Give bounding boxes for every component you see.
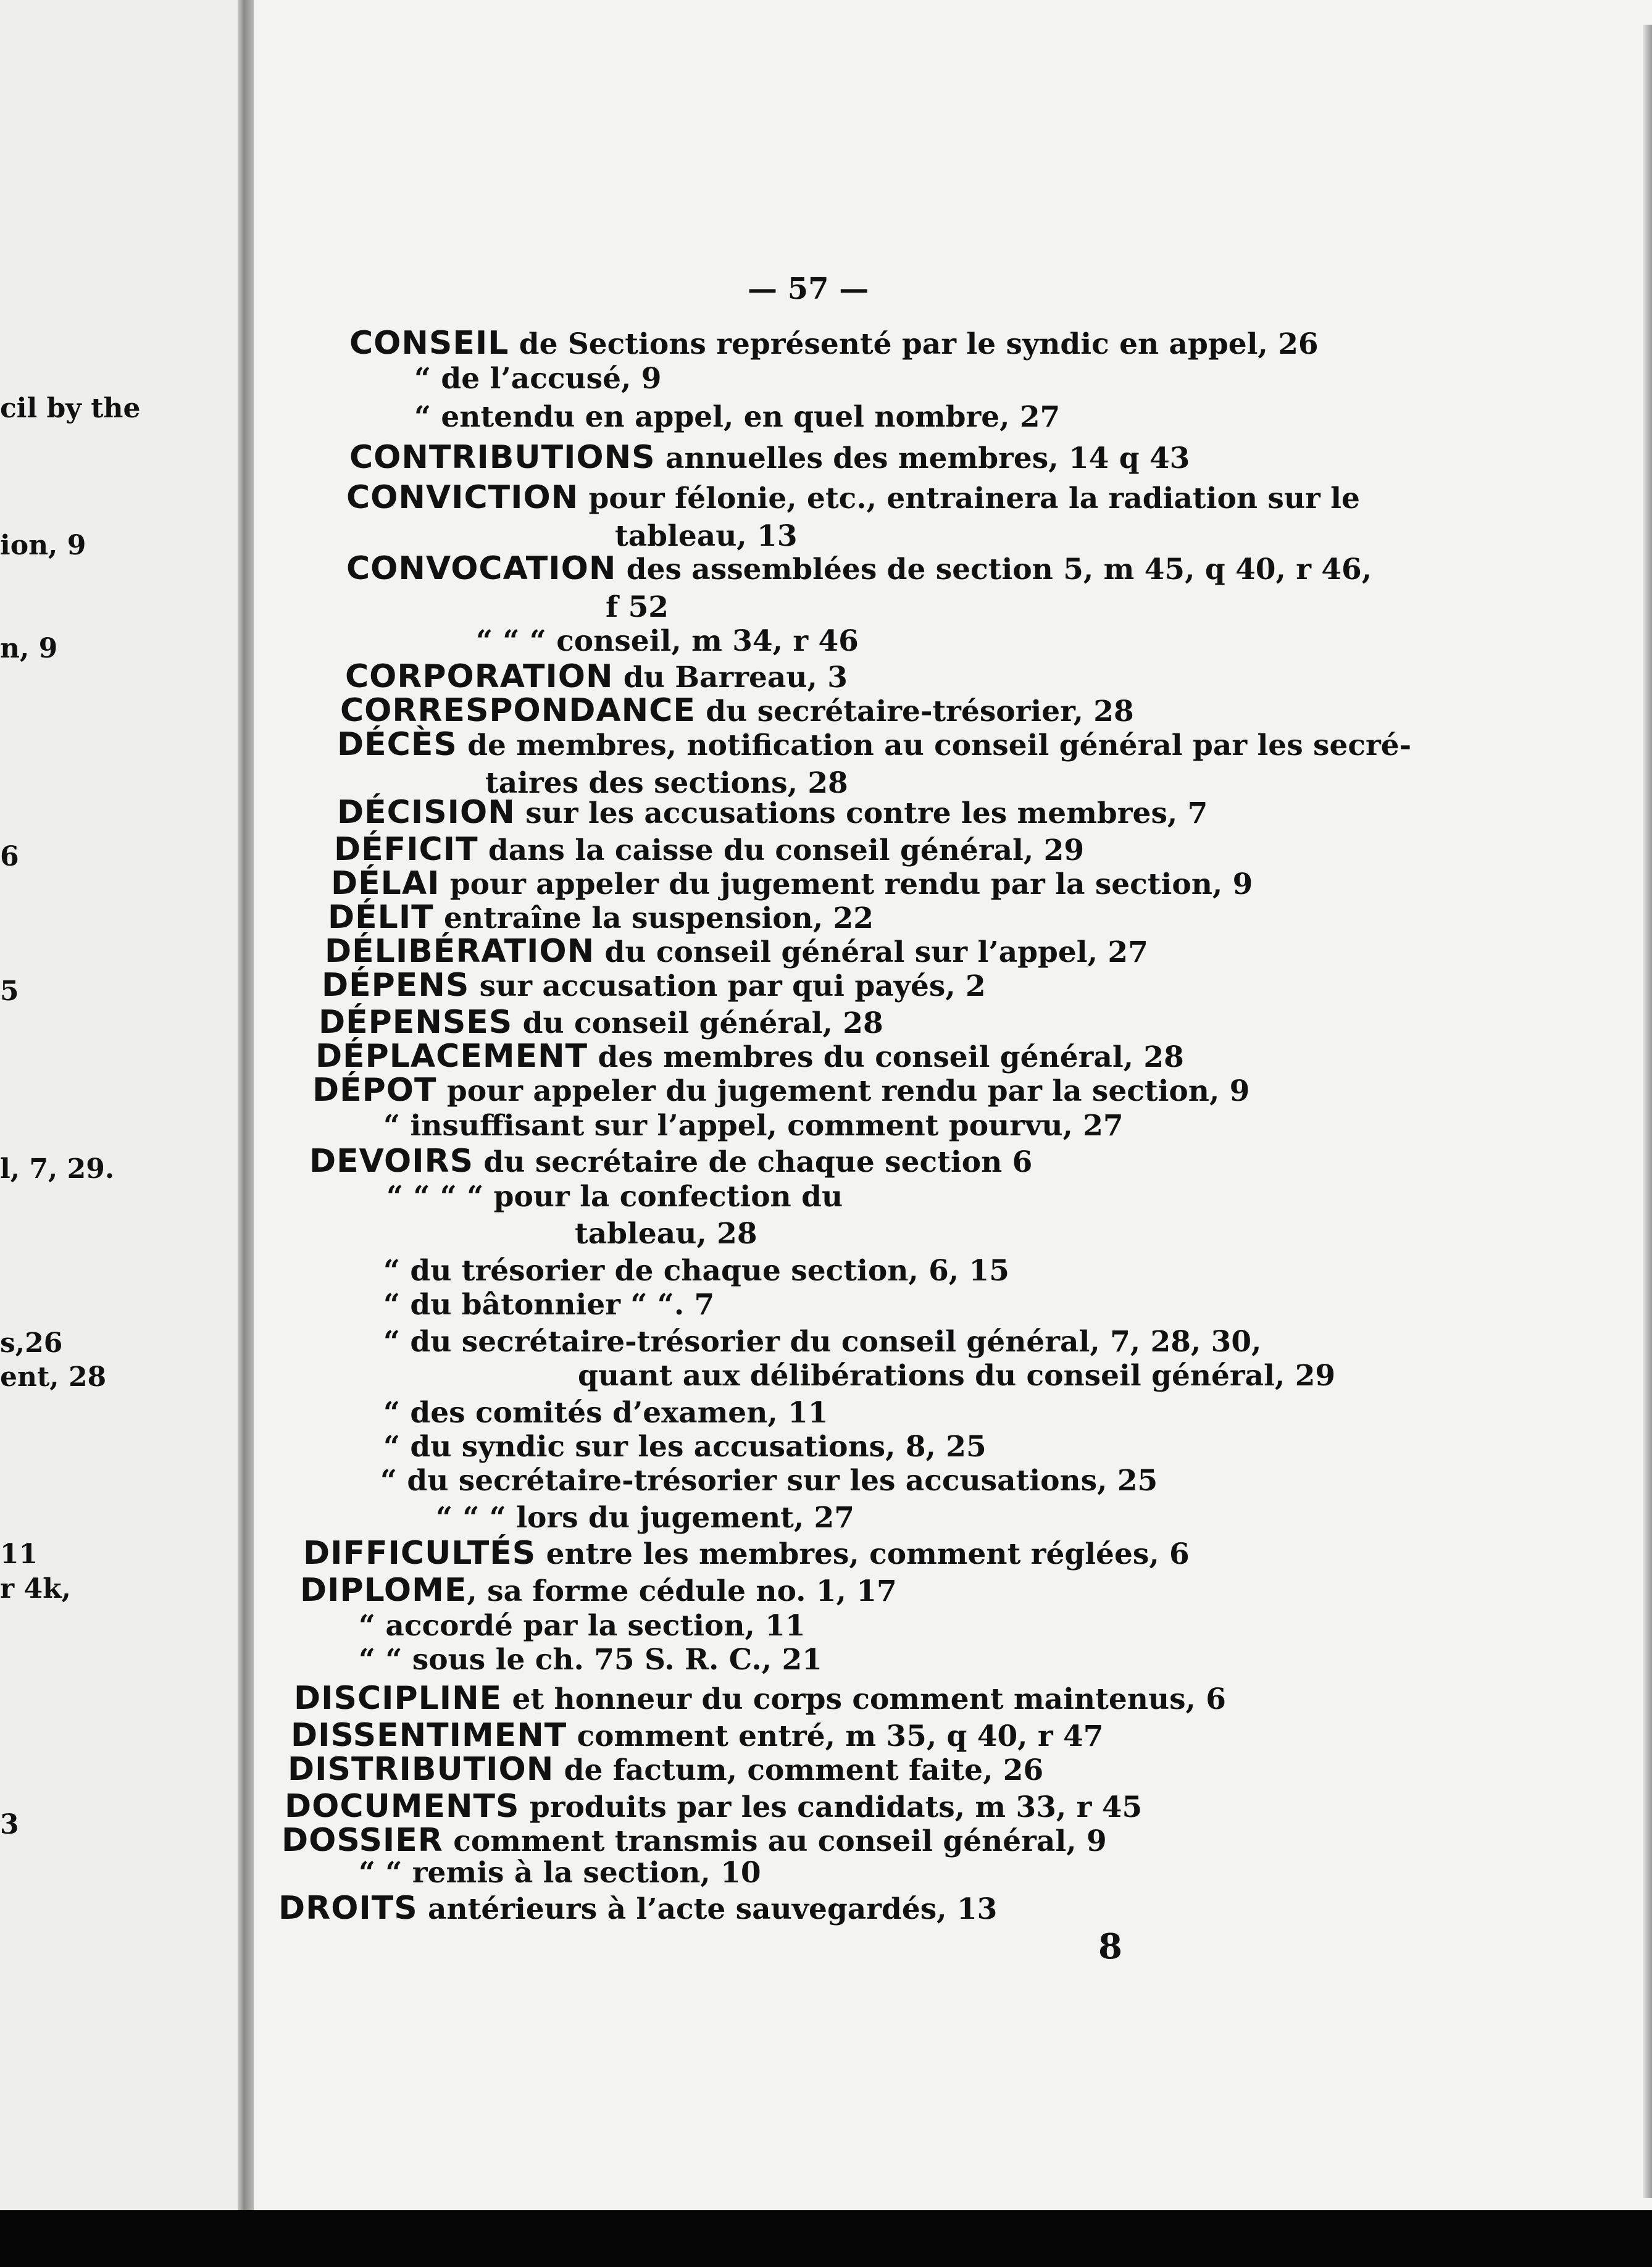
entry-text: produits par les candidats, m 33, r 45 — [519, 1790, 1143, 1824]
entry-text: des membres du conseil général, 28 — [588, 1040, 1184, 1074]
entry-text: tableau, 13 — [615, 519, 798, 553]
entry-text: “ de l’accusé, 9 — [414, 362, 662, 396]
entry-headword: DÉPOT — [312, 1072, 437, 1109]
entry-headword: DROITS — [278, 1890, 418, 1927]
entry-text: annuelles des membres, 14 q 43 — [655, 441, 1190, 475]
entry-text: du secrétaire de chaque section 6 — [473, 1145, 1033, 1179]
index-entry — [615, 519, 798, 553]
entry-text: pour appeler du jugement rendu par la section, 9 — [440, 867, 1253, 901]
entry-headword: DEVOIRS — [309, 1143, 474, 1180]
index-entry — [383, 1109, 1124, 1143]
entry-text: “ insuffisant sur l’appel, comment pourvu, 27 — [383, 1109, 1124, 1143]
signature-mark: 8 — [1098, 1926, 1122, 1967]
left-fragment: cil by the — [0, 393, 141, 424]
index-entry — [578, 1359, 1336, 1393]
index-entry — [322, 967, 986, 1004]
index-entry — [315, 1038, 1184, 1075]
entry-headword: DÉFICIT — [334, 831, 478, 868]
book-gutter — [238, 0, 254, 2267]
entry-text: quant aux délibérations du conseil général, 29 — [578, 1359, 1336, 1393]
entry-headword: DOCUMENTS — [285, 1788, 520, 1825]
index-entry — [359, 1643, 822, 1677]
index-entry — [359, 1856, 761, 1890]
entry-text: tableau, 28 — [575, 1217, 757, 1251]
entry-headword: DÉLIBÉRATION — [325, 933, 595, 970]
index-entry — [414, 362, 662, 396]
index-entry — [346, 479, 1360, 516]
entry-text: du conseil général sur l’appel, 27 — [594, 935, 1148, 969]
entry-text: comment transmis au conseil général, 9 — [443, 1824, 1107, 1858]
entry-text: “ “ “ conseil, m 34, r 46 — [476, 624, 859, 658]
index-entry — [380, 1464, 1158, 1498]
entry-text: sur les accusations contre les membres, 7 — [515, 796, 1208, 830]
index-entry — [485, 766, 848, 800]
entry-headword: DÉCISION — [337, 794, 515, 831]
index-entry — [331, 867, 1253, 900]
entry-headword: DÉPENSES — [319, 1004, 513, 1041]
index-entry — [303, 1535, 1190, 1572]
entry-headword: CONVICTION — [346, 479, 579, 516]
entry-text: entre les membres, comment réglées, 6 — [536, 1537, 1190, 1571]
entry-headword: DOSSIER — [282, 1822, 443, 1859]
entry-headword: CONSEIL — [349, 325, 509, 362]
index-entry — [285, 1788, 1143, 1825]
index-entry — [359, 1609, 806, 1643]
index-entry — [312, 1072, 1250, 1109]
index-entry — [340, 692, 1134, 729]
page-edge — [1643, 25, 1652, 2198]
index-entry — [345, 658, 848, 695]
index-entry — [383, 1430, 987, 1464]
entry-text: “ “ “ “ pour la confection du — [386, 1180, 843, 1214]
index-entry — [337, 796, 1208, 829]
index-entry — [300, 1572, 897, 1609]
index-entry — [575, 1217, 757, 1251]
entry-text: “ du syndic sur les accusations, 8, 25 — [383, 1430, 987, 1464]
entry-text: des assemblées de section 5, m 45, q 40, r 46, — [616, 553, 1372, 587]
left-fragment: ion, 9 — [0, 530, 86, 561]
entry-headword: DÉCÈS — [337, 726, 457, 763]
entry-text: sur accusation par qui payés, 2 — [469, 969, 986, 1003]
entry-text: “ entendu en appel, en quel nombre, 27 — [414, 400, 1061, 434]
entry-text: de factum, comment faite, 26 — [554, 1753, 1044, 1787]
entry-headword: CONTRIBUTIONS — [349, 439, 656, 476]
index-entry — [476, 624, 859, 658]
index-entry — [337, 726, 1412, 763]
index-entry — [294, 1680, 1226, 1717]
entry-text: antérieurs à l’acte sauvegardés, 13 — [417, 1892, 998, 1926]
entry-text: de membres, notification au conseil général par les secré- — [457, 729, 1412, 762]
index-entry — [414, 400, 1061, 434]
index-entry — [436, 1501, 854, 1535]
entry-text: , sa forme cédule no. 1, 17 — [467, 1574, 897, 1608]
left-facing-page — [0, 0, 238, 2267]
entry-text: “ du bâtonnier “ “. 7 — [383, 1288, 715, 1322]
index-entry — [334, 833, 1084, 866]
entry-headword: DÉPENS — [322, 967, 470, 1004]
left-fragment: n, 9 — [0, 633, 58, 664]
entry-headword: DIPLOME — [300, 1572, 467, 1609]
entry-headword: DISCIPLINE — [294, 1680, 503, 1717]
index-entry — [325, 933, 1148, 970]
entry-text: taires des sections, 28 — [485, 766, 848, 800]
entry-text: et honneur du corps comment maintenus, 6 — [502, 1682, 1226, 1716]
index-page — [254, 0, 1652, 2210]
left-fragment: r 4k, — [0, 1573, 71, 1605]
entry-text: f 52 — [606, 590, 669, 624]
index-entry — [383, 1254, 1009, 1288]
entry-headword: DIFFICULTÉS — [303, 1535, 536, 1572]
entry-headword: DÉPLACEMENT — [315, 1038, 588, 1075]
index-entry — [349, 325, 1319, 362]
entry-text: “ “ “ lors du jugement, 27 — [436, 1501, 854, 1535]
index-entry — [278, 1890, 998, 1927]
left-fragment: ent, 28 — [0, 1361, 107, 1393]
index-entry — [309, 1143, 1033, 1180]
index-entry — [386, 1180, 843, 1214]
entry-headword: DÉLIT — [328, 899, 434, 936]
entry-text: “ du secrétaire-trésorier sur les accusations, 25 — [380, 1464, 1158, 1498]
entry-text: “ du trésorier de chaque section, 6, 15 — [383, 1254, 1009, 1288]
entry-text: “ “ remis à la section, 10 — [359, 1856, 761, 1890]
entry-text: entraîne la suspension, 22 — [433, 901, 874, 935]
entry-text: de Sections représenté par le syndic en appel, 26 — [509, 327, 1319, 361]
entry-text: dans la caisse du conseil général, 29 — [478, 833, 1085, 867]
entry-headword: CORRESPONDANCE — [340, 692, 696, 729]
index-entry — [606, 590, 669, 624]
index-entry — [288, 1751, 1044, 1788]
entry-text: du conseil général, 28 — [512, 1006, 883, 1040]
index-entry — [319, 1004, 883, 1041]
entry-text: “ “ sous le ch. 75 S. R. C., 21 — [359, 1643, 822, 1677]
index-entry — [328, 899, 874, 936]
entry-text: “ des comités d’examen, 11 — [383, 1396, 828, 1430]
entry-headword: DISSENTIMENT — [291, 1717, 567, 1754]
entry-text: “ du secrétaire-trésorier du conseil général, 7, 28, 30, — [383, 1325, 1262, 1359]
index-entry — [349, 441, 1190, 474]
index-entry — [282, 1822, 1107, 1859]
left-fragment: 6 — [0, 841, 19, 872]
left-fragment: 11 — [0, 1538, 38, 1570]
index-entry — [346, 550, 1372, 587]
left-fragment: l, 7, 29. — [0, 1153, 115, 1185]
entry-headword: DÉLAI — [331, 865, 440, 902]
entry-headword: CORPORATION — [345, 658, 614, 695]
entry-text: du Barreau, 3 — [613, 661, 848, 695]
left-fragment: 5 — [0, 975, 19, 1007]
index-entry — [291, 1717, 1104, 1754]
entry-headword: DISTRIBUTION — [288, 1751, 554, 1788]
index-entry — [383, 1288, 715, 1322]
left-fragment: s,26 — [0, 1327, 63, 1359]
index-entry — [383, 1325, 1262, 1359]
entry-text: pour appeler du jugement rendu par la section, 9 — [436, 1074, 1250, 1108]
entry-text: “ accordé par la section, 11 — [359, 1609, 806, 1643]
left-fragment: 3 — [0, 1809, 19, 1840]
scan-background — [0, 2210, 1652, 2267]
entry-headword: CONVOCATION — [346, 550, 617, 587]
entry-text: du secrétaire-trésorier, 28 — [695, 695, 1134, 729]
entry-text: pour félonie, etc., entrainera la radiation sur le — [578, 482, 1360, 516]
index-entry — [383, 1396, 828, 1430]
page-number: — 57 — — [748, 272, 869, 306]
entry-text: comment entré, m 35, q 40, r 47 — [567, 1719, 1104, 1753]
